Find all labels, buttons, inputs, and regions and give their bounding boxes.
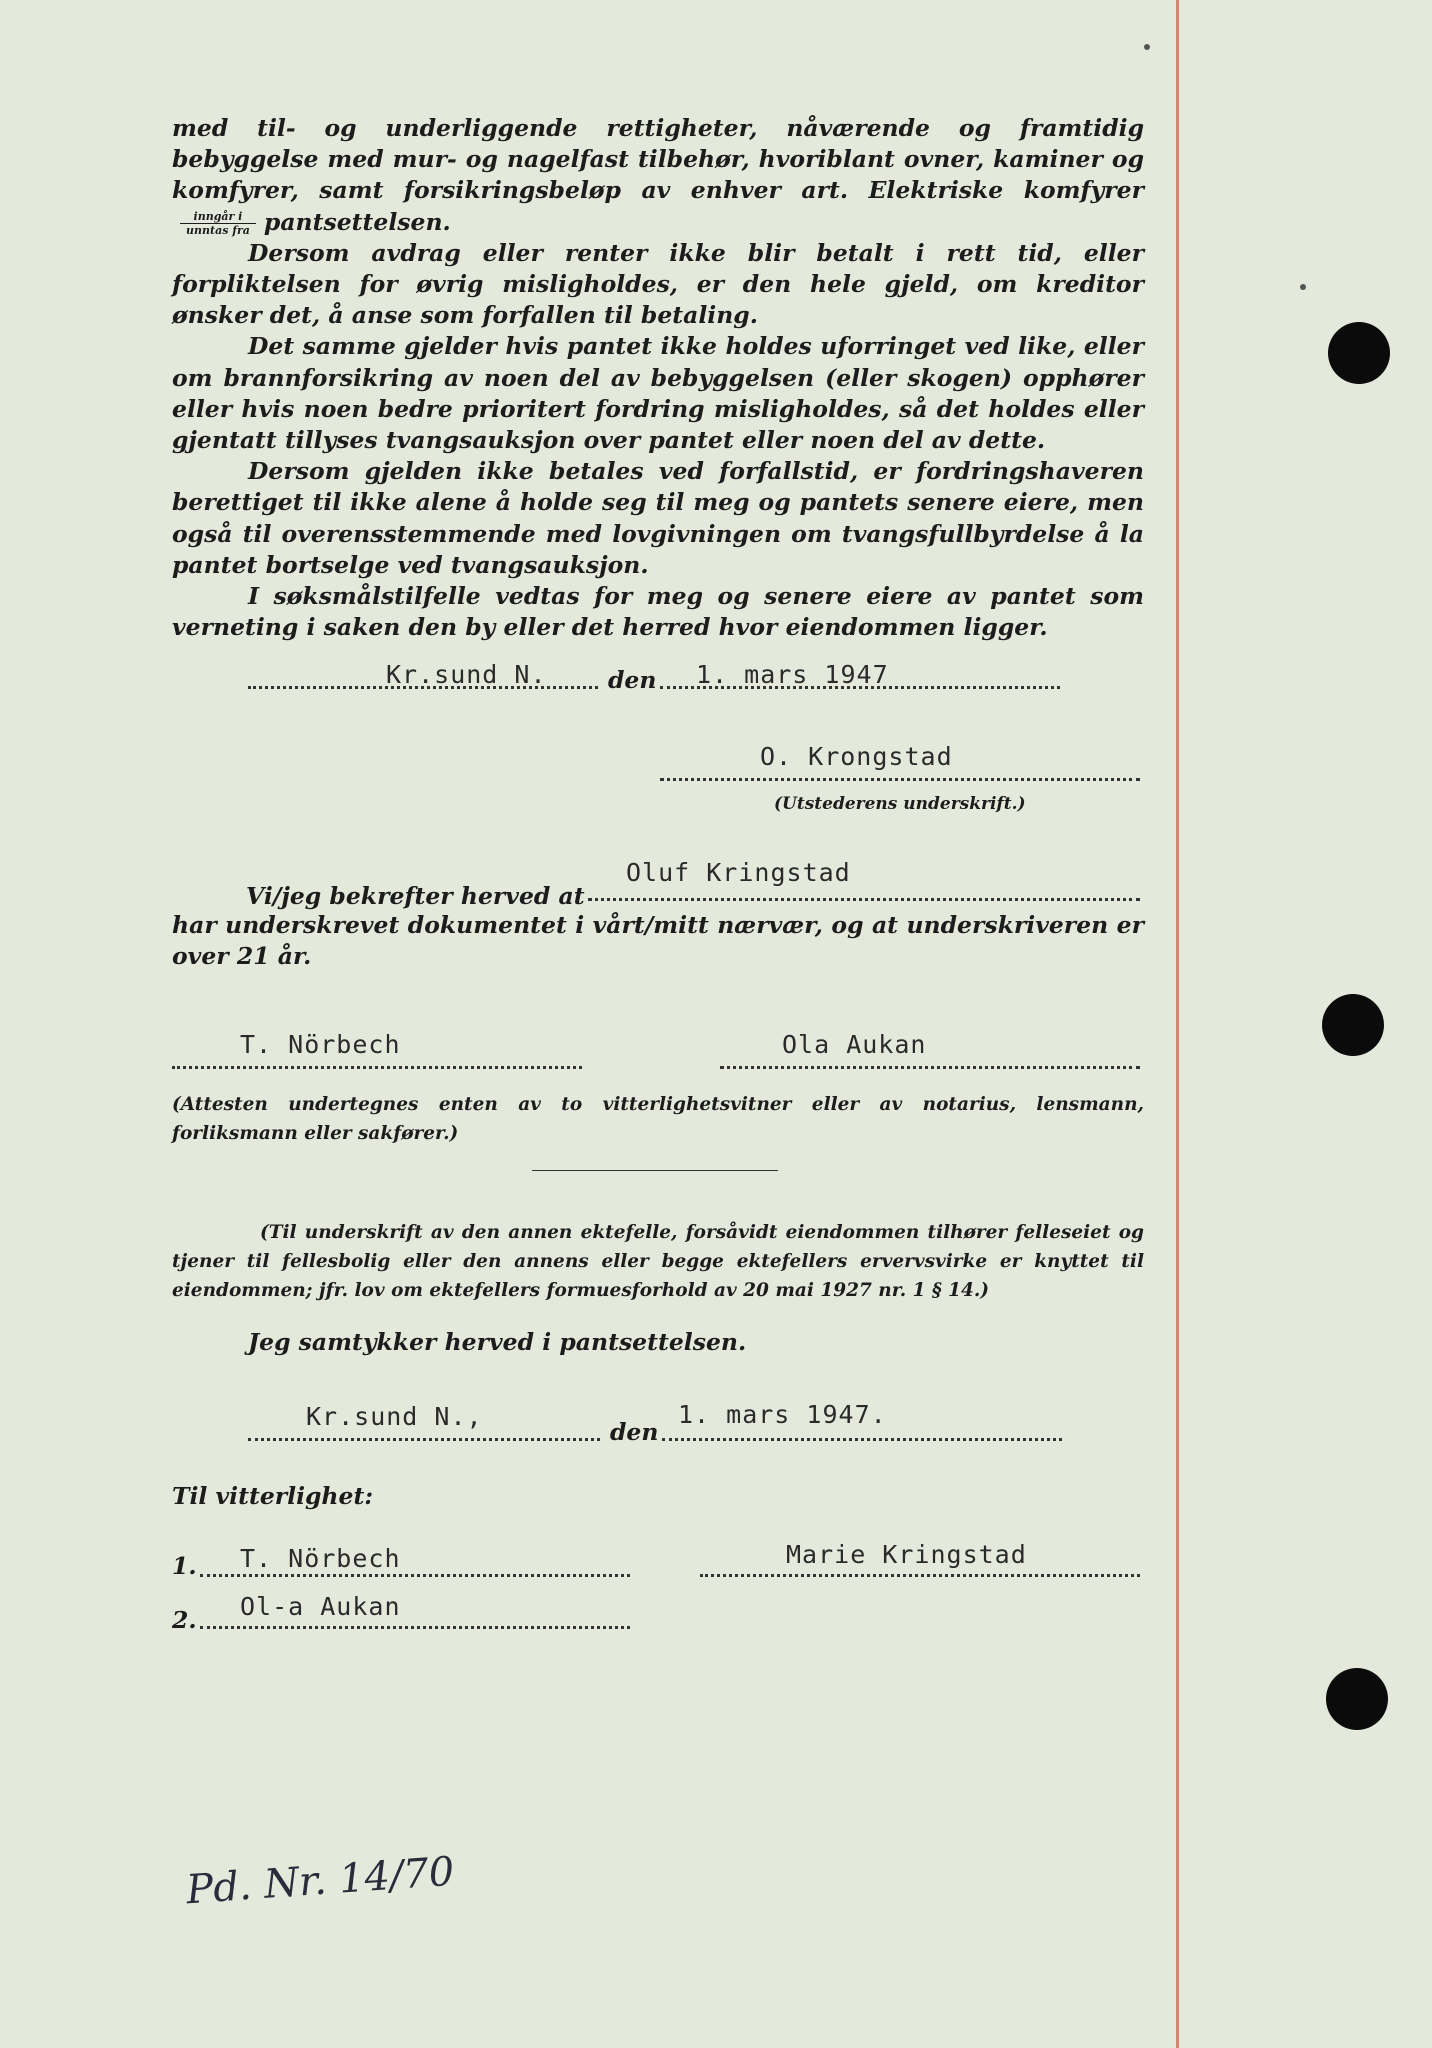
witness-number-1: 1.: [172, 1552, 197, 1580]
paragraph-2: Dersom avdrag eller renter ikke blir betalt i rett tid, eller forpliktelsen for øvrig misligholdes, er den hele gjeld, om kreditor ønsker det, å anse som forfallen til betaling.: [172, 238, 1144, 330]
punch-hole: [1322, 994, 1384, 1056]
witness-1: T. Nörbech: [240, 1030, 401, 1059]
consent-signer: Marie Kringstad: [786, 1540, 1027, 1569]
place-value: Kr.sund N.: [386, 660, 547, 689]
vitterlighet-label: Til vitterlighet:: [172, 1482, 374, 1510]
attestation-prefix: Vi/jeg bekrefter herved at: [246, 882, 585, 910]
issuer-caption: (Utstederens underskrift.): [774, 794, 1026, 814]
issuer-signature: O. Krongstad: [760, 742, 953, 771]
dotted-line: [200, 1626, 630, 1629]
dotted-line: [588, 898, 1140, 901]
paragraph-5: I søksmålstilfelle vedtas for meg og senere eiere av pantet som verneting i saken den by eller det herred hvor eiendommen ligger.: [172, 582, 1144, 642]
punch-hole: [1328, 322, 1390, 384]
punch-hole: [1326, 1668, 1388, 1730]
speck: [1144, 44, 1150, 50]
attestation-text: har underskrevet dokumentet i vårt/mitt nærvær, og at underskriveren er over 21 år.: [172, 911, 1144, 971]
dotted-line: [662, 1438, 1062, 1441]
paragraph-4: Dersom gjelden ikke betales ved forfallstid, er fordringshaveren berettiget til ikke alene å holde seg til meg og pantets senere eiere, men også til overensstemmende med lovgivningen om tvangsfullbyrdelse å la pantet bortselge ved tvangsauksjon.: [172, 457, 1144, 579]
attestation-note: (Attesten undertegnes enten av to vitterlighetsvitner eller av notarius, lensmann, forliksmann eller sakfører.): [172, 1094, 1144, 1144]
fraction-choice: $\frac{\text{inngår i}}{\text{unntas fra}}$: [180, 210, 256, 237]
body-text: [172, 113, 1144, 643]
signer-name: Oluf Kringstad: [626, 858, 851, 887]
spouse-note: (Til underskrift av den annen ektefelle, forsåvidt eiendommen tilhører felleseiet og tjener til fellesbolig eller den annens eller begge ektefellers ervervsvirke er knyttet til eiendommen; jfr. lov om ektefellers formuesforhold av 20 mai 1927 nr. 1 § 14.): [172, 1222, 1144, 1301]
dotted-line: [660, 778, 1140, 781]
dotted-line: [720, 1066, 1140, 1069]
witness-number-2: 2.: [172, 1606, 197, 1634]
speck: [1300, 284, 1306, 290]
witness-2: Ola Aukan: [782, 1030, 927, 1059]
dotted-line: [700, 1574, 1140, 1577]
consent-place: Kr.sund N.,: [306, 1402, 483, 1431]
paragraph-1: med til- og underliggende rettigheter, nåværende og framtidig bebyggelse med mur- og nagelfast tilbehør, hvoriblant ovner, kaminer og komfyrer, samt forsikringsbeløp av enhver art. Elektriske komfyrer $\frac{\text{inngår i}}{\text{unntas fra}}$ pantsettelsen.: [172, 114, 1144, 237]
den-label: den: [608, 666, 657, 694]
paragraph-3: Det samme gjelder hvis pantet ikke holdes uforringet ved like, eller om brannforsikring av noen del av bebyggelsen (eller skogen) opphører eller hvis noen bedre prioritert fordring misligholdes, så det holdes eller gjentatt tillyses tvangsauksjon over pantet eller noen del av dette.: [172, 332, 1144, 455]
consent-date: 1. mars 1947.: [678, 1400, 887, 1429]
dotted-line: [248, 1438, 600, 1441]
margin-line: [1176, 0, 1179, 2048]
dotted-line: [200, 1574, 630, 1577]
consent-text: Jeg samtykker herved i pantsettelsen.: [248, 1328, 747, 1356]
date-value: 1. mars 1947: [696, 660, 889, 689]
handwritten-reference: Pd. Nr. 14/70: [184, 1848, 456, 1914]
consent-witness-1: T. Nörbech: [240, 1544, 401, 1573]
consent-witness-2: Ol-a Aukan: [240, 1592, 401, 1621]
dotted-line: [172, 1066, 582, 1069]
consent-den-label: den: [610, 1418, 659, 1446]
separator-rule: [532, 1170, 778, 1171]
